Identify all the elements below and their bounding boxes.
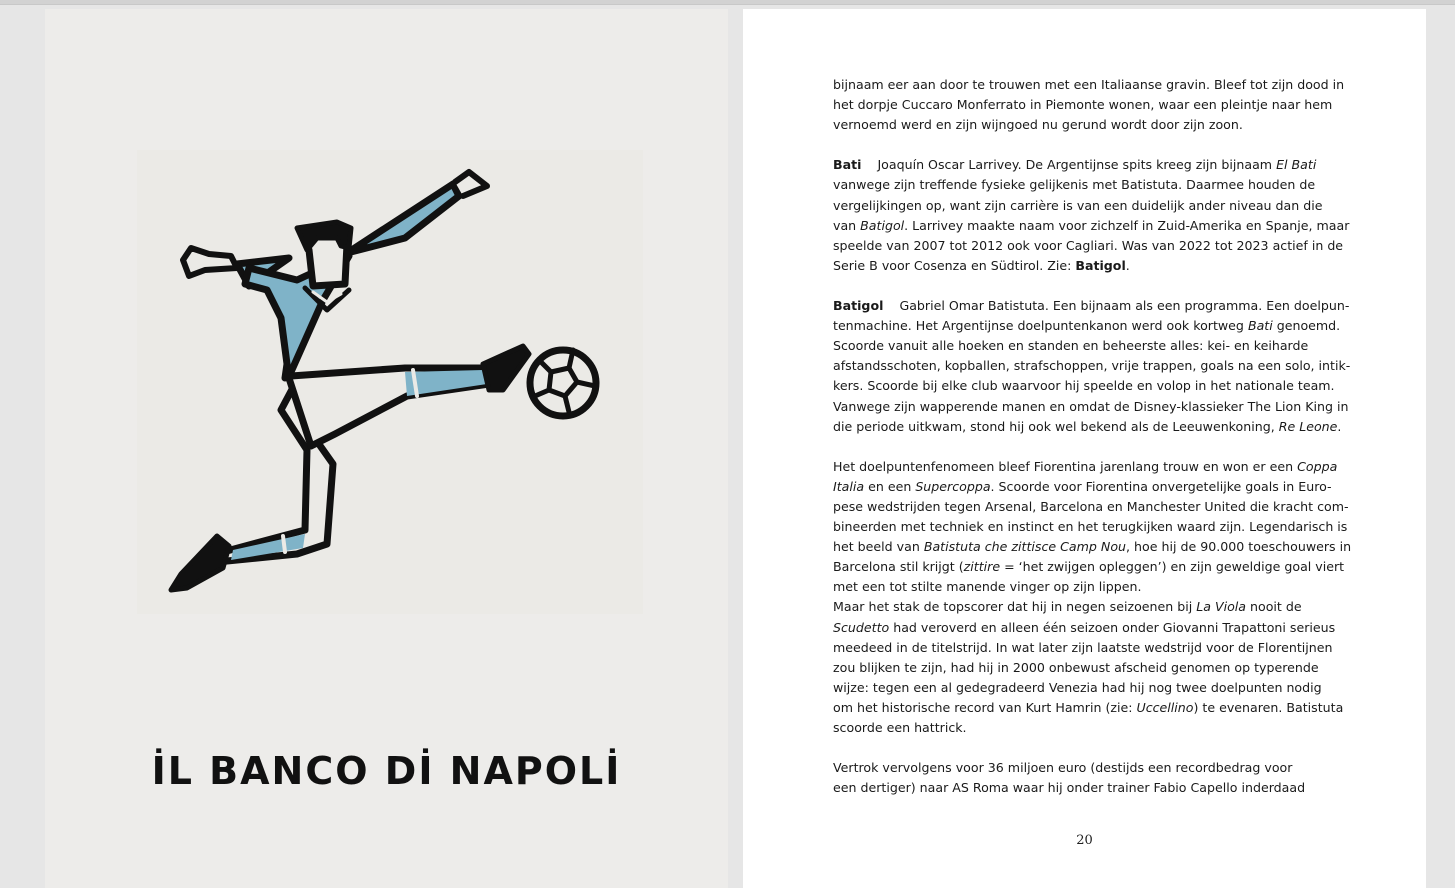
text-line [833, 678, 1338, 698]
text-line [833, 718, 1338, 738]
text-run: vergelijkingen op, want zijn carrière is van een duidelijk ander niveau dan die [833, 197, 1323, 213]
illustration-title: İL BANCO Dİ NAPOLİ [151, 749, 622, 793]
text-line [833, 698, 1344, 718]
text-line [833, 175, 1338, 195]
text-run: een dertiger) naar AS Roma waar hij onder trainer Fabio Capello inderdaad [833, 780, 1306, 796]
text-run: met een tot stilte manende vinger op zijn lippen. [833, 579, 1142, 595]
text-run: zou blijken te zijn, had hij in 2000 onbewust afscheid genomen op typerende [833, 659, 1319, 675]
text-line [833, 155, 1338, 175]
text-run: . Larrivey maakte naam voor zichzelf in Zuid-Amerika en Spanje, maar [904, 217, 1350, 233]
text-run-italic: El Bati [1276, 157, 1317, 173]
text-line [833, 597, 1338, 617]
text-run: vanwege zijn treffende fysieke gelijkenis met Batistuta. Daarmee houden de [833, 177, 1316, 193]
text-line [833, 758, 1338, 778]
text-run: vernoemd werd en zijn wijngoed nu gerund wordt door zijn zoon. [833, 117, 1243, 133]
text-run: bineerden met techniek en instinct en het terugkijken waard zijn. Legendarisch is [833, 519, 1348, 535]
text-line [833, 115, 1338, 135]
text-line [833, 316, 1341, 336]
text-run-italic: Batistuta che zittisce Camp Nou [923, 539, 1127, 555]
footballer-kicking-ball-illustration [137, 150, 643, 614]
text-run: had veroverd en alleen één seizoen onder Giovanni Trapattoni serieus [889, 619, 1336, 635]
text-run: kers. Scoorde bij elke club waarvoor hij speelde en volop in het nationale team. [833, 378, 1335, 394]
text-line [833, 658, 1338, 678]
text-line [833, 477, 1338, 497]
text-run-italic: Scudetto [833, 619, 890, 635]
text-run-italic: zittire [963, 559, 1001, 575]
text-run: genoemd. [1272, 318, 1341, 334]
text-run: Het doelpuntenfenomeen bleef Fiorentina jarenlang trouw en won er een [833, 458, 1298, 474]
text-line [833, 196, 1338, 216]
paragraph-gap [833, 437, 1338, 457]
text-line [833, 397, 1349, 417]
text-run-italic: Batigol [860, 217, 905, 233]
text-line [833, 356, 1351, 376]
left-page [45, 9, 728, 888]
text-line [833, 557, 1345, 577]
text-line [833, 638, 1338, 658]
text-run-italic: Uccellino [1136, 699, 1194, 715]
text-run-italic: La Viola [1196, 599, 1247, 615]
text-run: . [1125, 257, 1130, 273]
text-run: tenmachine. Het Argentijnse doelpuntenkanon werd ook kortweg [833, 318, 1248, 334]
text-run: speelde van 2007 tot 2012 ook voor Cagliari. Was van 2022 tot 2023 actief in de [833, 237, 1344, 253]
text-line [833, 778, 1338, 798]
text-run: pese wedstrijden tegen Arsenal, Barcelona en Manchester United die kracht com- [833, 498, 1349, 514]
text-run-italic: Italia [833, 478, 865, 494]
text-line [833, 497, 1349, 517]
body-text [833, 75, 1352, 798]
text-run: Serie B voor Cosenza en Südtirol. Zie: [833, 257, 1076, 273]
text-run-italic: Re Leone [1278, 418, 1338, 434]
text-run: meedeed in de titelstrijd. In wat later zijn laatste wedstrijd voor de Florentijnen [833, 639, 1333, 655]
text-line [833, 457, 1338, 477]
text-run: Gabriel Omar Batistuta. Een bijnaam als een programma. Een doelpun- [899, 298, 1350, 314]
text-line [833, 577, 1338, 597]
text-run: Vanwege zijn wapperende manen en omdat de Disney-klassieker The Lion King in [833, 398, 1349, 414]
text-run: scoorde een hattrick. [833, 720, 967, 735]
text-line [833, 376, 1338, 396]
text-line [833, 216, 1350, 236]
text-run-italic: Supercoppa [915, 478, 991, 494]
text-line [833, 256, 1338, 276]
paragraph-gap [833, 738, 1338, 758]
text-run: . Scoorde voor Fiorentina onvergetelijke goals in Euro- [990, 478, 1332, 494]
text-line [833, 296, 1350, 316]
text-run: nooit de [1246, 599, 1302, 615]
cross-reference-batigol: Batigol [1075, 257, 1126, 273]
right-page [743, 9, 1426, 888]
entry-term-bati: Bati [833, 157, 862, 173]
viewer-top-edge [0, 0, 1455, 5]
paragraph-gap [833, 276, 1338, 296]
text-run: afstandsschoten, kopballen, strafschoppen, vrije trappen, goals na een solo, intik- [833, 358, 1351, 374]
text-run: die periode uitkwam, stond hij ook wel bekend als de Leeuwenkoning, [833, 418, 1279, 434]
text-run: = ‘het zwijgen opleggen’) en zijn geweldige goal viert [1000, 559, 1345, 575]
paragraph-gap [833, 135, 1338, 155]
text-run: Vertrok vervolgens voor 36 miljoen euro (destijds een recordbedrag voor [833, 760, 1293, 776]
text-run: het beeld van [833, 539, 924, 555]
text-run: Scoorde vanuit alle hoeken en standen en beheerste alles: kei- en keiharde [833, 338, 1309, 354]
text-line [833, 417, 1342, 437]
text-line [833, 75, 1345, 95]
text-run: Joaquín Oscar Larrivey. De Argentijnse spits kreeg zijn bijnaam [877, 157, 1277, 173]
entry-term-batigol: Batigol [833, 298, 884, 314]
text-line [833, 95, 1338, 115]
text-run: van [833, 217, 861, 233]
text-line [833, 517, 1348, 537]
page-number: 20 [1076, 833, 1093, 848]
text-run: . [1337, 418, 1342, 434]
text-run-italic: Bati [1247, 318, 1273, 334]
text-line [833, 537, 1352, 557]
text-run: , hoe hij de 90.000 toeschouwers in [1126, 539, 1352, 555]
text-line [833, 336, 1338, 356]
text-run: wijze: tegen een al gedegradeerd Venezia had hij nog twee doelpunten nodig [833, 679, 1322, 695]
text-run: Maar het stak de topscorer dat hij in negen seizoenen bij [833, 599, 1197, 615]
illustration-frame [137, 150, 643, 614]
text-line [833, 236, 1344, 256]
text-run: het dorpje Cuccaro Monferrato in Piemonte wonen, waar een pleintje naar hem [833, 97, 1333, 113]
text-run: Barcelona stil krijgt ( [833, 559, 964, 575]
text-run: en een [864, 478, 916, 494]
text-run-italic: Coppa [1297, 458, 1338, 474]
text-run: om het historische record van Kurt Hamrin (zie: [833, 699, 1137, 715]
text-run: bijnaam eer aan door te trouwen met een Italiaanse gravin. Bleef tot zijn dood in [833, 77, 1345, 92]
text-run: ) te evenaren. Batistuta [1193, 699, 1344, 715]
text-line [833, 618, 1338, 638]
